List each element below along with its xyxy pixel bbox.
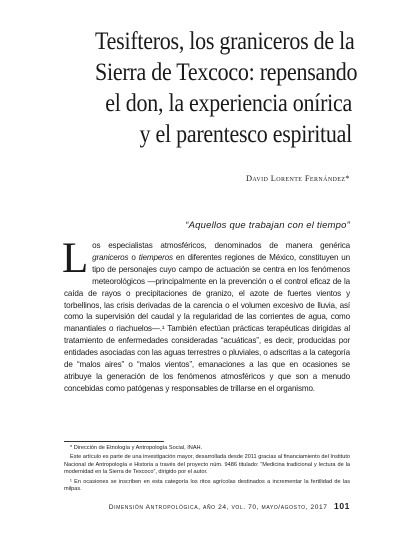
title-line: Sierra de Texcoco: repensando: [95, 59, 358, 86]
title-line: el don, la experiencia onírica: [105, 90, 352, 117]
author-byline: David Lorente Fernández*: [245, 174, 350, 183]
footnote: Este artículo es parte de una investigación mayor, desarrollada desde 2011 gracias al financiamiento del Instituto Nacional de Antropología e Historia a través del proyecto núm. 9486 titulado: “Medicina tradicional y lectura de la modernidad en la Sierra de Texcoco”, dirigido por el autor.: [64, 454, 350, 476]
article-title: [95, 26, 358, 150]
footnotes: [64, 445, 350, 495]
footnote-divider: [64, 441, 164, 442]
drop-cap: L: [62, 235, 89, 282]
body-term: graniceros: [92, 252, 129, 262]
body-intro: os especialistas atmosféricos, denominados de manera genérica: [92, 241, 350, 250]
footnote: * Dirección de Etnología y Antropología Social, INAH.: [70, 445, 203, 451]
title-line: Tesifteros, los graniceros de la: [95, 28, 355, 55]
epigraph: “Aquellos que trabajan con el tiempo”: [185, 220, 350, 231]
journal-citation: Dimensión Antropológica, año 24, vol. 70, mayo/agosto, 2017: [108, 504, 328, 511]
page-footer: [109, 501, 350, 511]
page-number: 101: [334, 501, 350, 511]
title-line: y el parentesco espiritual: [139, 121, 352, 148]
footnote: ¹ En ocasiones se inscriben en esta categoría los ritos agrícolas destinados a incrementar la fertilidad de las milpas.: [64, 478, 350, 493]
body-connector: o: [128, 252, 139, 262]
body-term: tiemperos: [138, 252, 173, 262]
body-paragraph: [62, 235, 350, 395]
body-rest: en diferentes regiones de México, constituyen un tipo de personajes cuyo campo de actuación se centra en los fenómenos meteorológicos —principalmente en la prevención o el control eficaz de la caída de rayos o precipitaciones de granizo, el azote de fuertes vientos y torbellinos, las crisis derivadas de la carencia o el volumen excesivo de lluvia, así como la supervisión del caudal y la regularidad de las corrientes de agua, como manantiales o riachuelos—.¹ También efectúan prácticas terapéuticas dirigidas al tratamiento de enfermedades consideradas “acuáticas”, es decir, producidas por entidades asociadas con las aguas terrestres o pluviales, o adscritas a la categoría de “malos aires” o “malos vientos”, emanaciones a las que en ocasiones se atribuye la generación de los fenómenos atmosféricos y que son a menudo concebidas como patógenas y responsables de trillarse en el organismo.: [64, 252, 350, 393]
